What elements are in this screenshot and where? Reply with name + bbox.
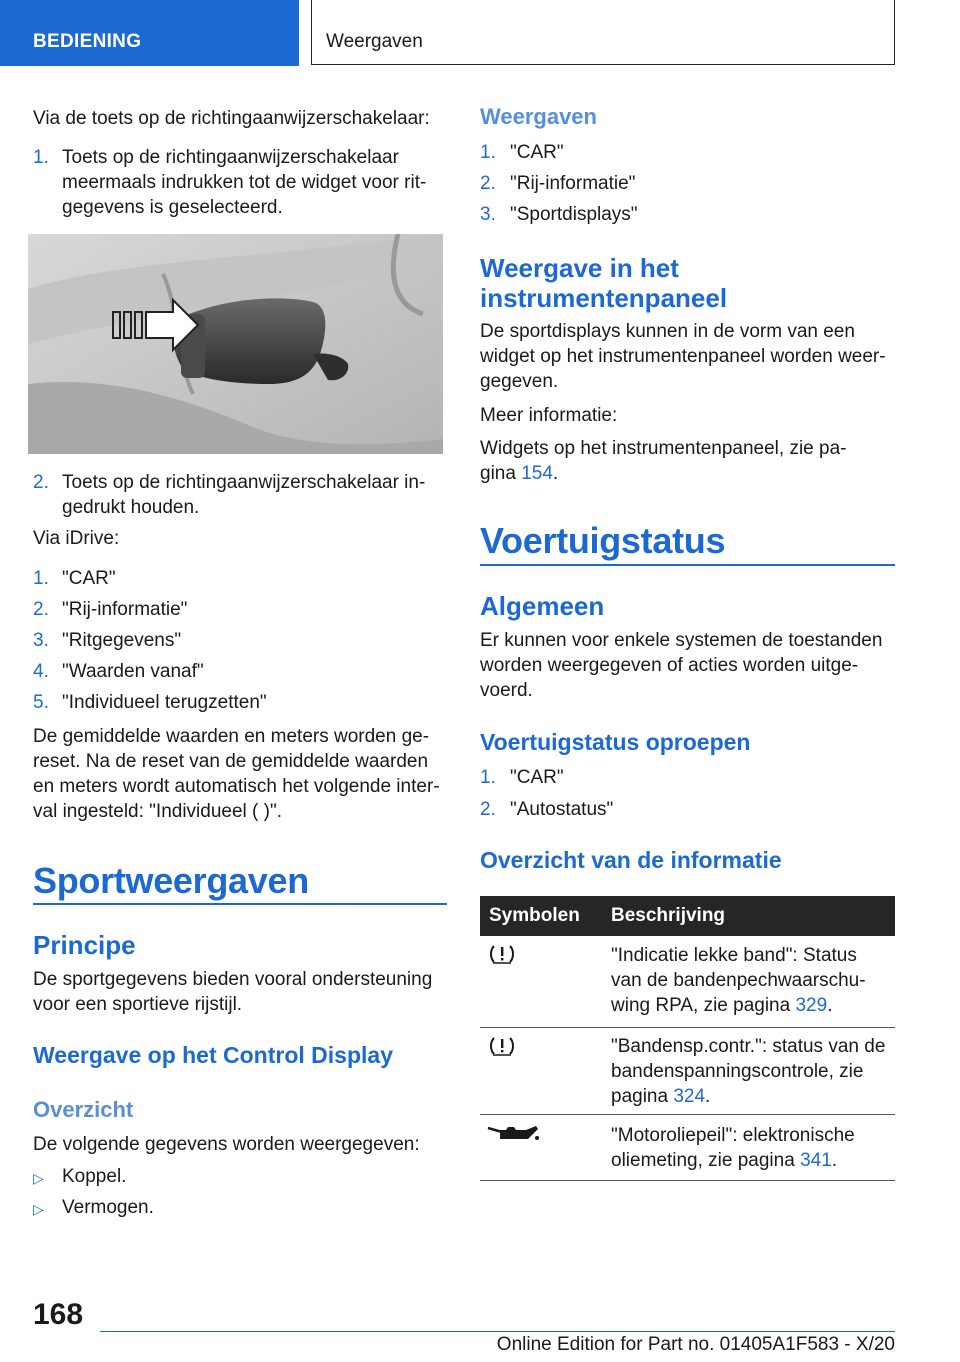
heading-line: Weergave in het: [480, 253, 679, 283]
para-line: De gemiddelde waarden en meters worden ge-: [33, 726, 430, 747]
step-text: "CAR": [510, 767, 564, 788]
page-link[interactable]: 324: [673, 1086, 706, 1107]
desc-line: "Bandensp.contr.": status van de: [611, 1036, 886, 1057]
step-text: [62, 470, 425, 520]
para-line: voerd.: [480, 680, 533, 701]
heading-rule: [480, 564, 895, 566]
page-link[interactable]: 341: [800, 1150, 832, 1171]
step-number: 1.: [33, 147, 49, 168]
turn-signal-lever-photo: [28, 234, 443, 454]
section-title: BEDIENING: [33, 31, 142, 52]
table-row-divider: [480, 1114, 895, 1115]
heading-weergaven: Weergaven: [480, 104, 597, 129]
step-number: 4.: [33, 661, 49, 682]
heading-control-display: Weergave op het Control Display: [33, 1042, 393, 1068]
step-number: 1.: [480, 767, 496, 788]
step-text: "Sportdisplays": [510, 204, 638, 225]
step-text: "Ritgegevens": [62, 630, 182, 651]
desc-line: "Indicatie lekke band": Status: [611, 945, 857, 966]
step-text: "Rij-informatie": [62, 599, 188, 620]
step-text: "Individueel terugzetten": [62, 692, 267, 713]
table-header: [480, 896, 895, 936]
desc-prefix: pagina: [611, 1086, 674, 1107]
step-number: 1.: [33, 568, 49, 589]
chapter-title: Weergaven: [326, 31, 423, 52]
step-number: 3.: [480, 204, 496, 225]
footer-rule: [100, 1331, 895, 1332]
desc-line: "Motoroliepeil": elektronische: [611, 1125, 855, 1146]
desc-suffix: .: [827, 995, 833, 1016]
heading-principe: Principe: [33, 930, 136, 960]
desc-line: [611, 993, 866, 1018]
desc-line: [611, 1084, 885, 1109]
lever-illustration: [28, 234, 443, 454]
step-text: "Autostatus": [510, 799, 614, 820]
desc-line: van de bandenpechwaarschu-: [611, 970, 866, 991]
ref-suffix: .: [552, 463, 559, 484]
step-number: 5.: [33, 692, 49, 713]
para-line: en meters wordt automatisch het volgende inter-: [33, 776, 440, 797]
tire-pressure-warning-icon: [488, 1036, 516, 1061]
step-line: gegevens is geselecteerd.: [62, 197, 283, 218]
oil-can-icon: [486, 1124, 542, 1149]
edition-note: Online Edition for Part no. 01405A1F583 - X/20: [496, 1334, 895, 1355]
table-row-description: [611, 943, 866, 1018]
step-text: "CAR": [510, 142, 564, 163]
column-header: Symbolen: [489, 905, 580, 926]
para-line: De sportdisplays kunnen in de vorm van een: [480, 321, 855, 342]
desc-prefix: wing RPA, zie pagina: [611, 995, 796, 1016]
idrive-intro: Via iDrive:: [33, 528, 120, 549]
para-line: gegeven.: [480, 371, 559, 392]
step-number: 3.: [33, 630, 49, 651]
step-text: "Rij-informatie": [510, 173, 636, 194]
instr-paragraph: [480, 319, 886, 394]
step-number: 2.: [480, 173, 496, 194]
heading-algemeen: Algemeen: [480, 591, 605, 621]
para-line: voor een sportieve rijstijl.: [33, 994, 243, 1015]
para-line: [480, 461, 847, 486]
para-line: Er kunnen voor enkele systemen de toestanden: [480, 630, 883, 651]
heading-voertuigstatus: Voertuigstatus: [480, 520, 726, 561]
meer-info: Meer informatie:: [480, 405, 618, 426]
overzicht-paragraph: De volgende gegevens worden weergegeven:: [33, 1134, 420, 1155]
desc-suffix: .: [705, 1086, 711, 1107]
step-line: Toets op de richtingaanwijzerschakelaar in-: [62, 472, 426, 493]
table-row-description: [611, 1034, 885, 1109]
bullet-triangle-icon: ▷: [33, 1170, 44, 1186]
heading-oproepen: Voertuigstatus oproepen: [480, 729, 751, 755]
para-line: val ingesteld: "Individueel ( )".: [33, 801, 283, 822]
desc-prefix: oliemeting, zie pagina: [611, 1150, 801, 1171]
heading-overzicht: Overzicht: [33, 1097, 134, 1122]
step-number: 1.: [480, 142, 496, 163]
table-row-divider: [480, 1027, 895, 1028]
heading-overzicht-informatie: Overzicht van de informatie: [480, 847, 782, 873]
heading-rule: [33, 903, 447, 905]
para-line: Widgets op het instrumentenpaneel, zie pa-: [480, 438, 847, 459]
step-number: 2.: [480, 799, 496, 820]
heading-line: instrumentenpaneel: [480, 283, 728, 313]
algemeen-paragraph: [480, 628, 882, 703]
tire-pressure-warning-icon: [488, 944, 516, 969]
para-line: worden weergegeven of acties worden uitge-: [480, 655, 859, 676]
step-number: 2.: [33, 599, 49, 620]
step-line: Toets op de richtingaanwijzerschakelaar: [62, 147, 399, 168]
page-link[interactable]: 329: [795, 995, 828, 1016]
page-link[interactable]: 154: [521, 463, 553, 484]
step-line: gedrukt houden.: [62, 497, 200, 518]
table-row-description: [611, 1123, 855, 1173]
bullet-text: Koppel.: [62, 1166, 127, 1187]
desc-suffix: .: [831, 1150, 838, 1171]
heading-sportweergaven: Sportweergaven: [33, 860, 309, 901]
section-tab: [0, 0, 299, 66]
desc-line: bandenspanningscontrole, zie: [611, 1061, 864, 1082]
step-line: meermaals indrukken tot de widget voor rit-: [62, 172, 427, 193]
principe-paragraph: [33, 967, 432, 1017]
column-header: Beschrijving: [611, 905, 726, 926]
widgets-reference: [480, 436, 847, 486]
ref-prefix: gina: [480, 463, 522, 484]
para-line: De sportgegevens bieden vooral ondersteuning: [33, 969, 433, 990]
para-line: widget op het instrumentenpaneel worden weer-: [480, 346, 886, 367]
step-text: [62, 145, 426, 220]
heading-instrumentenpaneel: [480, 253, 727, 313]
para-line: reset. Na de reset van de gemiddelde waarden: [33, 751, 429, 772]
chapter-tab: [311, 0, 895, 65]
step-text: "CAR": [62, 568, 116, 589]
reset-paragraph: [33, 724, 440, 824]
bullet-text: Vermogen.: [62, 1197, 154, 1218]
desc-line: [611, 1148, 855, 1173]
step-text: "Waarden vanaf": [62, 661, 204, 682]
page-number: 168: [33, 1298, 84, 1331]
bullet-triangle-icon: ▷: [33, 1201, 44, 1217]
table-bottom-rule: [480, 1180, 895, 1181]
intro-text: Via de toets op de richtingaanwijzerschakelaar:: [33, 108, 430, 129]
step-number: 2.: [33, 472, 49, 493]
